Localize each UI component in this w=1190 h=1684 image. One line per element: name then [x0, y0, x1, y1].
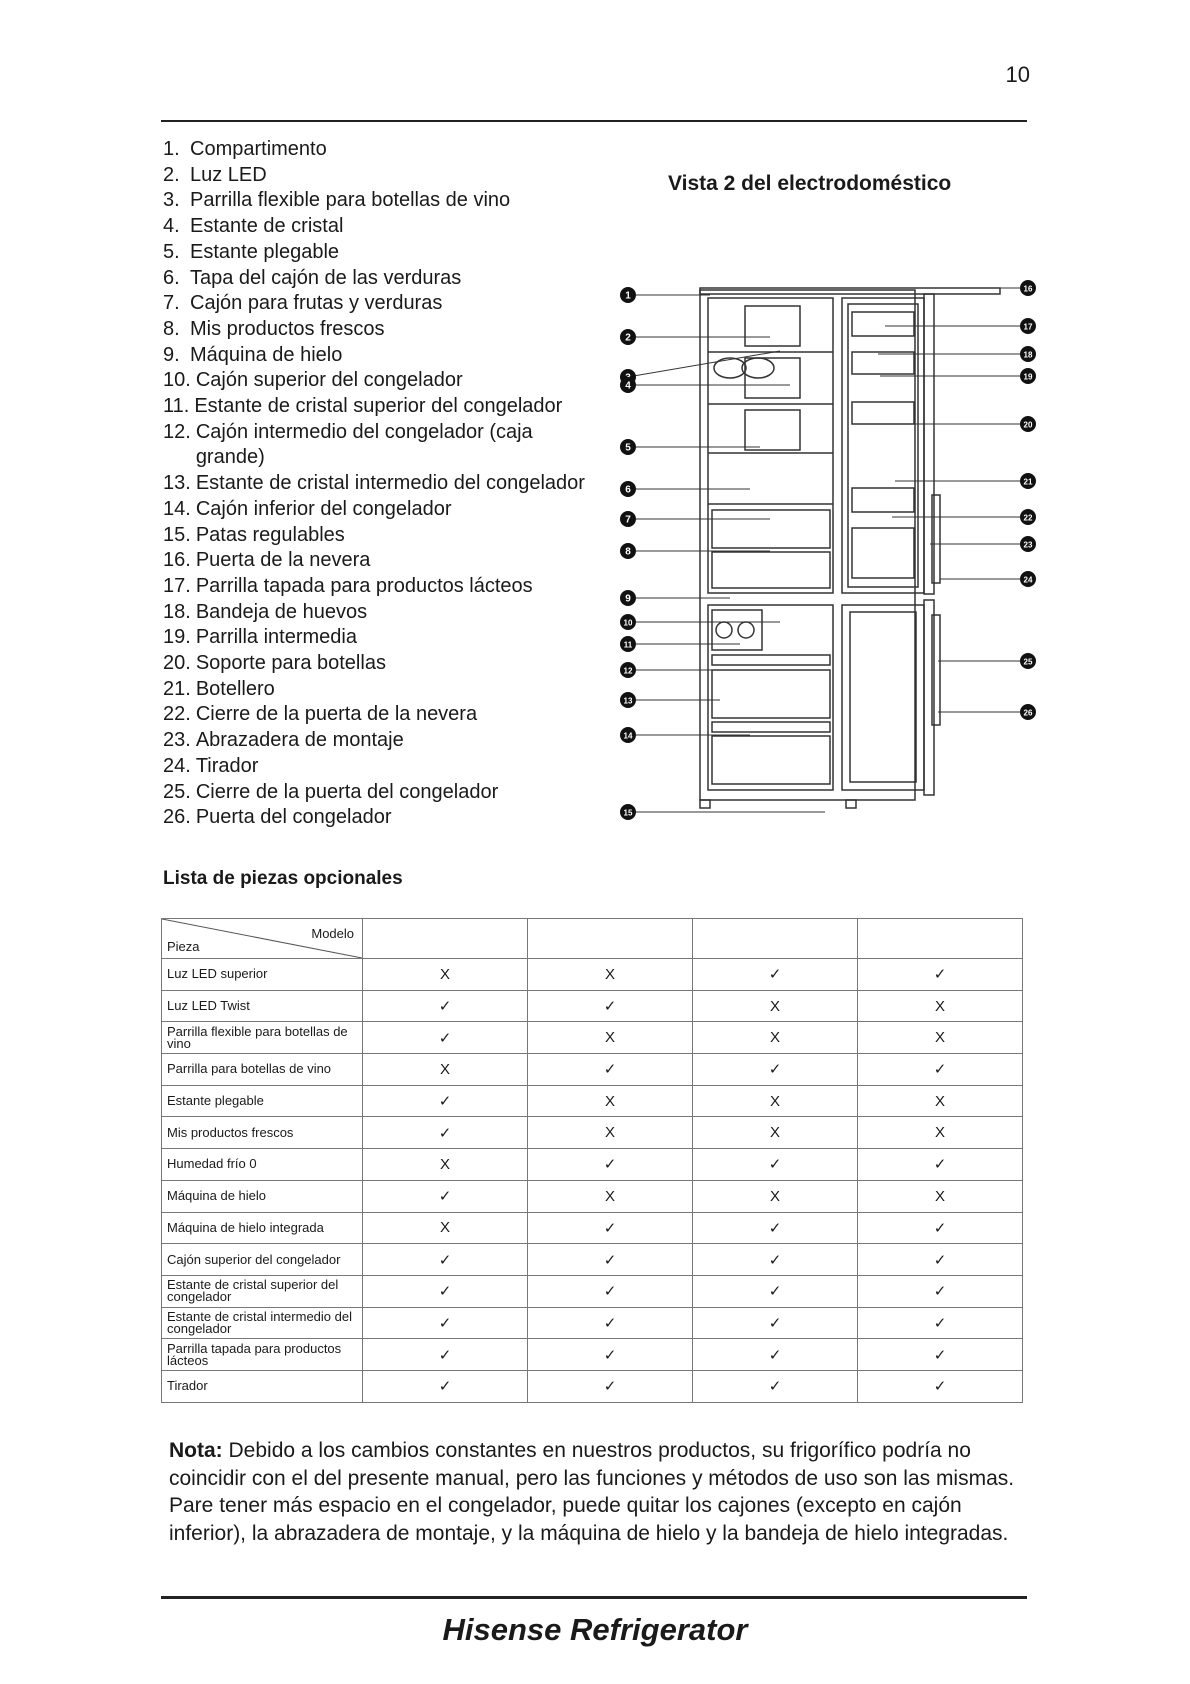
callout-number: 23: [1023, 540, 1033, 550]
model-column-3: [693, 919, 858, 959]
part-label: Puerta del congelador: [195, 806, 392, 829]
part-number: 24.: [163, 754, 191, 777]
availability-mark: ✓: [858, 1244, 1023, 1276]
part-item: [163, 497, 603, 523]
availability-mark: ✓: [693, 1212, 858, 1244]
table-row: [162, 1054, 1023, 1086]
row-label: Máquina de hielo: [162, 1180, 363, 1212]
part-label: Parrilla intermedia: [195, 626, 357, 649]
availability-mark: ✓: [858, 1212, 1023, 1244]
callout-number: 24: [1023, 575, 1033, 585]
callout-number: 21: [1023, 477, 1033, 487]
part-number: 3.: [163, 189, 180, 212]
availability-mark: X: [693, 990, 858, 1022]
brand-footer: Hisense Refrigerator: [442, 1612, 748, 1647]
callout-number: 17: [1023, 322, 1033, 332]
part-label: Cajón superior del congelador: [195, 369, 463, 392]
callout-number: 4: [625, 380, 631, 392]
figure-title: Vista 2 del electrodoméstico: [668, 172, 952, 195]
row-label: Estante de cristal superior del congelador: [162, 1275, 363, 1307]
part-number: 16.: [163, 549, 191, 572]
part-item: [163, 471, 603, 497]
part-item: [163, 343, 603, 369]
part-item: [163, 368, 603, 394]
part-label: Estante de cristal superior del congelador: [194, 395, 563, 418]
table-row: [162, 1212, 1023, 1244]
part-number: 14.: [163, 497, 191, 520]
callout-number: 11: [623, 640, 633, 650]
part-label: Cajón inferior del congelador: [195, 497, 452, 520]
part-label: Tirador: [195, 754, 259, 777]
part-number: 2.: [163, 163, 180, 186]
part-label: Botellero: [195, 677, 275, 700]
part-label: Cierre de la puerta de la nevera: [195, 703, 478, 726]
part-label: Cierre de la puerta del congelador: [195, 780, 499, 803]
availability-mark: ✓: [528, 1370, 693, 1402]
row-label: Luz LED Twist: [162, 990, 363, 1022]
part-number: 17.: [163, 574, 191, 597]
availability-mark: ✓: [363, 1085, 528, 1117]
availability-mark: ✓: [693, 1149, 858, 1181]
fridge-diagram: [620, 270, 1040, 870]
part-number: 26.: [163, 806, 191, 829]
availability-mark: X: [693, 1085, 858, 1117]
callout-number: 22: [1023, 513, 1033, 523]
availability-mark: X: [528, 1022, 693, 1054]
part-item: [163, 214, 603, 240]
availability-mark: X: [858, 1180, 1023, 1212]
part-number: 22.: [163, 703, 191, 726]
part-label: Puerta de la nevera: [195, 549, 371, 572]
availability-mark: ✓: [528, 1275, 693, 1307]
table-row: [162, 1307, 1023, 1339]
callout-number: 16: [1023, 284, 1033, 294]
availability-mark: ✓: [858, 1054, 1023, 1086]
part-label: Parrilla tapada para productos lácteos: [195, 574, 533, 597]
part-number: 9.: [163, 343, 180, 366]
availability-mark: ✓: [693, 959, 858, 991]
note-paragraph: [169, 1437, 1039, 1547]
part-label: Compartimento: [190, 138, 327, 160]
availability-mark: ✓: [363, 1180, 528, 1212]
freezer-interior: [708, 605, 833, 790]
availability-mark: ✓: [363, 1244, 528, 1276]
availability-mark: X: [693, 1117, 858, 1149]
part-item: [163, 420, 603, 471]
table-row: [162, 1180, 1023, 1212]
availability-mark: X: [528, 1085, 693, 1117]
part-item: [163, 137, 603, 163]
part-item: [163, 240, 603, 266]
availability-mark: ✓: [858, 959, 1023, 991]
availability-mark: X: [363, 959, 528, 991]
part-label: Cajón intermedio del congelador (caja grande): [195, 420, 533, 469]
part-item: [163, 754, 603, 780]
part-label: Mis productos frescos: [190, 317, 385, 340]
fresh-drawer: [712, 552, 830, 588]
callout-number: 10: [623, 618, 633, 628]
availability-mark: ✓: [528, 1212, 693, 1244]
part-item: [163, 523, 603, 549]
table-row: [162, 1370, 1023, 1402]
availability-mark: ✓: [363, 990, 528, 1022]
availability-mark: ✓: [693, 1370, 858, 1402]
callout-number: 14: [623, 731, 633, 741]
callout-number: 20: [1023, 420, 1033, 430]
crisper-drawer: [712, 510, 830, 548]
part-number: 7.: [163, 292, 180, 315]
availability-mark: ✓: [858, 1307, 1023, 1339]
availability-mark: X: [693, 1022, 858, 1054]
part-number: 5.: [163, 240, 180, 263]
availability-mark: ✓: [363, 1307, 528, 1339]
part-label: Soporte para botellas: [195, 652, 386, 675]
availability-mark: X: [858, 1022, 1023, 1054]
availability-mark: ✓: [858, 1149, 1023, 1181]
fridge-door-inner: [848, 304, 918, 587]
availability-mark: ✓: [858, 1339, 1023, 1371]
callout-number: 15: [623, 808, 633, 818]
availability-mark: X: [528, 1117, 693, 1149]
optional-parts-table: [161, 918, 1023, 1403]
callout-number: 19: [1023, 372, 1033, 382]
header-part: Pieza: [167, 939, 200, 954]
part-label: Máquina de hielo: [190, 343, 343, 366]
part-label: Abrazadera de montaje: [195, 729, 404, 752]
part-label: Luz LED: [190, 163, 267, 186]
availability-mark: ✓: [528, 1054, 693, 1086]
part-item: [163, 266, 603, 292]
page-number: 10: [1005, 62, 1030, 87]
part-number: 12.: [163, 420, 191, 443]
optional-parts-title: Lista de piezas opcionales: [163, 868, 403, 889]
availability-mark: ✓: [693, 1275, 858, 1307]
callout-number: 7: [625, 514, 631, 526]
part-item: [163, 702, 603, 728]
part-item: [163, 625, 603, 651]
part-number: 25.: [163, 780, 191, 803]
part-item: [163, 317, 603, 343]
part-item: [163, 574, 603, 600]
table-row: [162, 1244, 1023, 1276]
part-number: 23.: [163, 729, 191, 752]
row-label: Humedad frío 0: [162, 1149, 363, 1181]
note-text: Debido a los cambios constantes en nuestros productos, su frigorífico podría no coincidir con el del presente manual, pero las funciones y métodos de uso son las mismas. Pare tener más espacio en el congelador, puede quitar los cajones (excepto en cajón inferior), la abrazadera de montaje, y la máquina de hielo y la bandeja de hielo integradas.: [169, 1439, 1015, 1545]
part-number: 13.: [163, 472, 191, 495]
part-number: 21.: [163, 677, 191, 700]
table-row: [162, 1022, 1023, 1054]
model-column-1: [363, 919, 528, 959]
availability-mark: ✓: [858, 1275, 1023, 1307]
part-number: 19.: [163, 626, 191, 649]
part-number: 18.: [163, 600, 191, 623]
row-label: Cajón superior del congelador: [162, 1244, 363, 1276]
callout-number: 6: [625, 484, 631, 496]
table-row: [162, 959, 1023, 991]
row-label: Estante plegable: [162, 1085, 363, 1117]
availability-mark: X: [363, 1054, 528, 1086]
row-label: Luz LED superior: [162, 959, 363, 991]
part-item: [163, 188, 603, 214]
row-label: Parrilla tapada para productos lácteos: [162, 1339, 363, 1371]
part-label: Estante de cristal: [190, 215, 344, 238]
callout-number: 13: [623, 696, 633, 706]
callout-number: 18: [1023, 350, 1033, 360]
part-item: [163, 651, 603, 677]
part-item: [163, 600, 603, 626]
availability-mark: X: [528, 1180, 693, 1212]
part-number: 1.: [163, 138, 180, 160]
availability-mark: ✓: [858, 1370, 1023, 1402]
part-item: [163, 394, 603, 420]
callout-number: 25: [1023, 657, 1033, 667]
part-item: [163, 291, 603, 317]
table-header-row: [162, 919, 1023, 959]
availability-mark: X: [363, 1212, 528, 1244]
part-number: 6.: [163, 266, 180, 289]
table-corner-cell: [162, 919, 363, 959]
availability-mark: ✓: [693, 1307, 858, 1339]
top-hinge: [700, 288, 1000, 294]
part-label: Patas regulables: [195, 523, 345, 546]
availability-mark: ✓: [528, 1307, 693, 1339]
part-label: Cajón para frutas y verduras: [190, 292, 443, 315]
table-row: [162, 990, 1023, 1022]
part-number: 8.: [163, 317, 180, 340]
callout-number: 12: [623, 666, 633, 676]
row-label: Máquina de hielo integrada: [162, 1212, 363, 1244]
part-number: 10.: [163, 369, 191, 392]
part-item: [163, 805, 603, 831]
part-item: [163, 548, 603, 574]
part-label: Parrilla flexible para botellas de vino: [190, 189, 511, 212]
header-model: Modelo: [311, 926, 354, 941]
availability-mark: ✓: [528, 1339, 693, 1371]
table-row: [162, 1149, 1023, 1181]
availability-mark: ✓: [528, 990, 693, 1022]
part-item: [163, 163, 603, 189]
bottom-rule: [161, 1596, 1027, 1599]
availability-mark: X: [858, 1117, 1023, 1149]
callout-leader: [628, 351, 780, 377]
row-label: Parrilla flexible para botellas de vino: [162, 1022, 363, 1054]
part-number: 20.: [163, 652, 191, 675]
top-rule: [161, 120, 1027, 122]
availability-mark: ✓: [363, 1339, 528, 1371]
callout-number: 9: [625, 593, 631, 605]
availability-mark: ✓: [363, 1275, 528, 1307]
availability-mark: ✓: [363, 1022, 528, 1054]
callout-number: 1: [625, 290, 631, 302]
availability-mark: X: [858, 990, 1023, 1022]
row-label: Tirador: [162, 1370, 363, 1402]
part-number: 11.: [163, 395, 190, 418]
availability-mark: ✓: [528, 1244, 693, 1276]
part-label: Tapa del cajón de las verduras: [190, 266, 462, 289]
callout-number: 26: [1023, 708, 1033, 718]
fridge-door: [842, 298, 924, 593]
part-number: 4.: [163, 215, 180, 238]
availability-mark: ✓: [528, 1149, 693, 1181]
cabinet-outline: [700, 290, 915, 800]
row-label: Mis productos frescos: [162, 1117, 363, 1149]
table-row: [162, 1275, 1023, 1307]
availability-mark: ✓: [363, 1370, 528, 1402]
note-label: Nota:: [169, 1439, 223, 1462]
availability-mark: ✓: [693, 1339, 858, 1371]
part-item: [163, 780, 603, 806]
part-number: 15.: [163, 523, 191, 546]
availability-mark: ✓: [693, 1244, 858, 1276]
part-item: [163, 728, 603, 754]
callout-number: 2: [625, 332, 631, 344]
callout-number: 5: [625, 442, 631, 454]
table-row: [162, 1085, 1023, 1117]
part-item: [163, 677, 603, 703]
availability-mark: X: [693, 1180, 858, 1212]
part-label: Bandeja de huevos: [195, 600, 368, 623]
availability-mark: X: [528, 959, 693, 991]
row-label: Parrilla para botellas de vino: [162, 1054, 363, 1086]
freezer-door: [842, 605, 924, 790]
availability-mark: X: [363, 1149, 528, 1181]
parts-list: [163, 137, 603, 831]
model-column-2: [528, 919, 693, 959]
availability-mark: ✓: [363, 1117, 528, 1149]
part-label: Estante plegable: [190, 240, 340, 263]
row-label: Estante de cristal intermedio del congelador: [162, 1307, 363, 1339]
part-label: Estante de cristal intermedio del congelador: [195, 472, 585, 495]
table-row: [162, 1339, 1023, 1371]
availability-mark: X: [858, 1085, 1023, 1117]
table-row: [162, 1117, 1023, 1149]
callout-number: 8: [625, 546, 631, 558]
model-column-4: [858, 919, 1023, 959]
availability-mark: ✓: [693, 1054, 858, 1086]
